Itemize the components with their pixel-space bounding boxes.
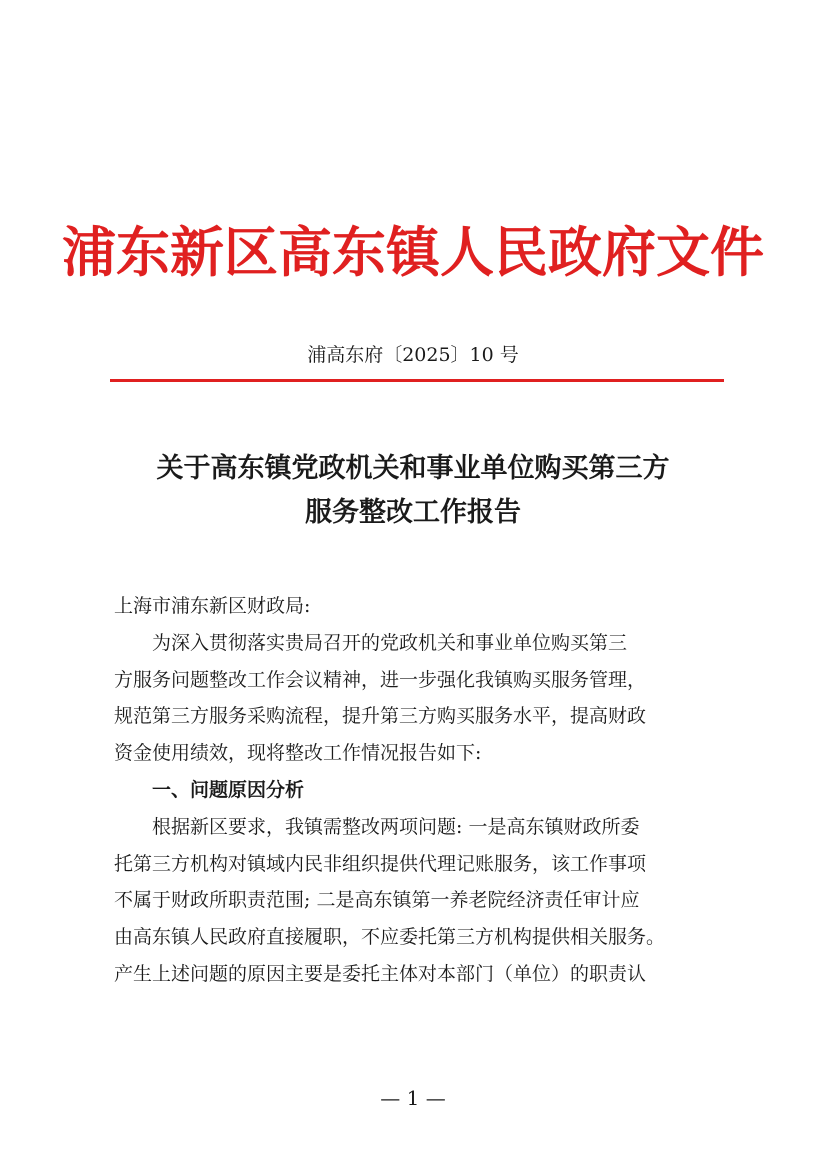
document-number: 浦高东府〔2025〕10 号 (307, 344, 519, 366)
document-title-line-1: 关于高东镇党政机关和事业单位购买第三方 (156, 453, 670, 484)
paragraph-2-line: 产生上述问题的原因主要是委托主体对本部门（单位）的职责认 (114, 962, 647, 985)
paragraph-2-line: 不属于财政所职责范围; 二是高东镇第一养老院经济责任审计应 (114, 889, 640, 912)
paragraph-2-line: 由高东镇人民政府直接履职，不应委托第三方机构提供相关服务。 (114, 926, 666, 949)
document-header-title: 浦东新区高东镇人民政府文件 (62, 220, 764, 284)
paragraph-1-line: 方服务问题整改工作会议精神，进一步强化我镇购买服务管理， (114, 668, 647, 691)
document-body (114, 588, 722, 993)
paragraph-1-line: 为深入贯彻落实贵局召开的党政机关和事业单位购买第三 (152, 631, 628, 654)
document-title-line-2: 服务整改工作报告 (305, 497, 521, 528)
paragraph-1-line: 规范第三方服务采购流程，提升第三方购买服务水平，提高财政 (114, 705, 647, 728)
paragraph-1-line: 资金使用绩效，现将整改工作情况报告如下: (114, 742, 482, 765)
paragraph-2-line: 托第三方机构对镇域内民非组织提供代理记账服务，该工作事项 (114, 852, 647, 875)
red-divider-line (110, 379, 724, 382)
salutation: 上海市浦东新区财政局: (114, 595, 311, 617)
section-heading: 一、问题原因分析 (152, 778, 305, 801)
page-number: — 1 — (380, 1086, 446, 1110)
document-title (0, 447, 826, 535)
paragraph-2-line: 根据新区要求，我镇需整改两项问题: 一是高东镇财政所委 (152, 815, 640, 838)
